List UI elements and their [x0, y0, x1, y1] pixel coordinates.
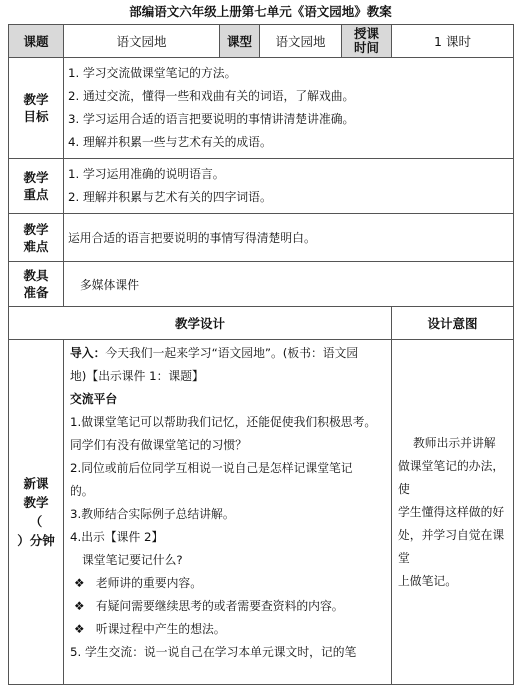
- new-lesson-label-line3: （: [29, 514, 43, 529]
- content-line: 5. 学生交流：说一说自己在学习本单元课文时，记的笔: [70, 645, 357, 659]
- content-line: 2.同位或前后位同学互相说一说自己是怎样记课堂笔记: [70, 461, 353, 475]
- time-label-line1: 授课: [353, 26, 379, 41]
- content-line: 同学们有没有做课堂笔记的习惯？: [70, 438, 247, 452]
- materials-text: 多媒体课件: [64, 262, 514, 307]
- focus-label-line1: 教学: [23, 170, 49, 185]
- question-line: 课堂笔记要记什么?: [82, 553, 183, 567]
- difficulty-text: 运用合适的语言把要说明的事情写得清楚明白。: [64, 214, 514, 262]
- list-item: 2. 理解并积累与艺术有关的四字词语。: [68, 190, 272, 204]
- platform-heading: 交流平台: [70, 392, 118, 406]
- diamond-bullet-icon: ❖: [74, 622, 85, 636]
- topic-value: 语文园地: [64, 25, 220, 58]
- design-body-row: [9, 340, 514, 685]
- content-line: 1.做课堂笔记可以帮助我们记忆，还能促使我们积极思考。: [70, 415, 377, 429]
- intent-line: 处，并学习自觉在课堂: [398, 527, 505, 565]
- bullet-item: [70, 572, 387, 595]
- type-value: 语文园地: [260, 25, 342, 58]
- bullet-text: 听课过程中产生的想法。: [95, 622, 226, 636]
- intro-text: 今天我们一起来学习“语文园地”。(板书：语文园: [105, 346, 359, 360]
- topic-label: 课题: [9, 25, 64, 58]
- list-item: 3. 学习运用合适的语言把要说明的事情讲清楚讲准确。: [68, 112, 355, 126]
- diamond-bullet-icon: ❖: [74, 599, 85, 613]
- content-line: 3.教师结合实际例子总结讲解。: [70, 507, 235, 521]
- intro-line-2: 地)【出示课件 1：课题】: [70, 369, 204, 383]
- focus-row: [9, 159, 514, 214]
- intent-heading: 设计意图: [392, 307, 514, 340]
- type-label: 课型: [220, 25, 260, 58]
- bullet-item: [70, 618, 387, 641]
- objectives-label: [9, 58, 64, 159]
- difficulty-row: [9, 214, 514, 262]
- diamond-bullet-icon: ❖: [74, 576, 85, 590]
- list-item: 1. 学习运用准确的说明语言。: [68, 167, 225, 181]
- objectives-row: [9, 58, 514, 159]
- time-label: [342, 25, 392, 58]
- intro-bold: 导入：: [70, 346, 106, 360]
- difficulty-label: [9, 214, 64, 262]
- materials-label-line1: 教具: [23, 268, 49, 283]
- intent-line: 教师出示并讲解: [398, 435, 496, 450]
- objectives-list: [64, 58, 514, 159]
- difficulty-label-line2: 难点: [23, 238, 49, 254]
- lesson-plan-table: [8, 24, 514, 685]
- content-line: 的。: [70, 484, 94, 498]
- focus-label: [9, 159, 64, 214]
- bullet-text: 有疑问需要继续思考的或者需要查资料的内容。: [95, 599, 344, 613]
- content-line: 4.出示【课件 2】: [70, 530, 164, 544]
- new-lesson-label-line4: ）分钟: [17, 533, 55, 548]
- bullet-item: [70, 595, 387, 618]
- focus-list: [64, 159, 514, 214]
- intro-line: [70, 342, 387, 365]
- materials-label: [9, 262, 64, 307]
- objectives-label-line1: 教学: [23, 92, 49, 107]
- new-lesson-label-line1: 新课: [23, 476, 49, 491]
- materials-row: [9, 262, 514, 307]
- time-value: 1 课时: [392, 25, 514, 58]
- design-header-row: [9, 307, 514, 340]
- objectives-label-line2: 目标: [23, 109, 49, 124]
- difficulty-label-line1: 教学: [23, 221, 49, 237]
- design-heading: 教学设计: [9, 307, 392, 340]
- materials-label-line2: 准备: [23, 285, 49, 300]
- new-lesson-label-line2: 教学: [23, 495, 49, 510]
- design-intent: [392, 340, 514, 685]
- intent-line: 做课堂笔记的办法，使: [398, 458, 505, 496]
- new-lesson-label: [9, 340, 64, 685]
- design-content: [64, 340, 392, 685]
- header-row: [9, 25, 514, 58]
- list-item: 2. 通过交流，懂得一些和戏曲有关的词语，了解戏曲。: [68, 89, 355, 103]
- list-item: 4. 理解并积累一些与艺术有关的成语。: [68, 135, 272, 149]
- focus-label-line2: 重点: [23, 187, 49, 202]
- bullet-text: 老师讲的重要内容。: [95, 576, 203, 590]
- intent-line: 学生懂得这样做的好: [398, 504, 505, 519]
- document-title: 部编语文六年级上册第七单元《语文园地》教案: [129, 4, 392, 19]
- intent-line: 上做笔记。: [398, 573, 457, 588]
- list-item: 1. 学习交流做课堂笔记的方法。: [68, 66, 237, 80]
- time-label-line2: 时间: [353, 40, 379, 55]
